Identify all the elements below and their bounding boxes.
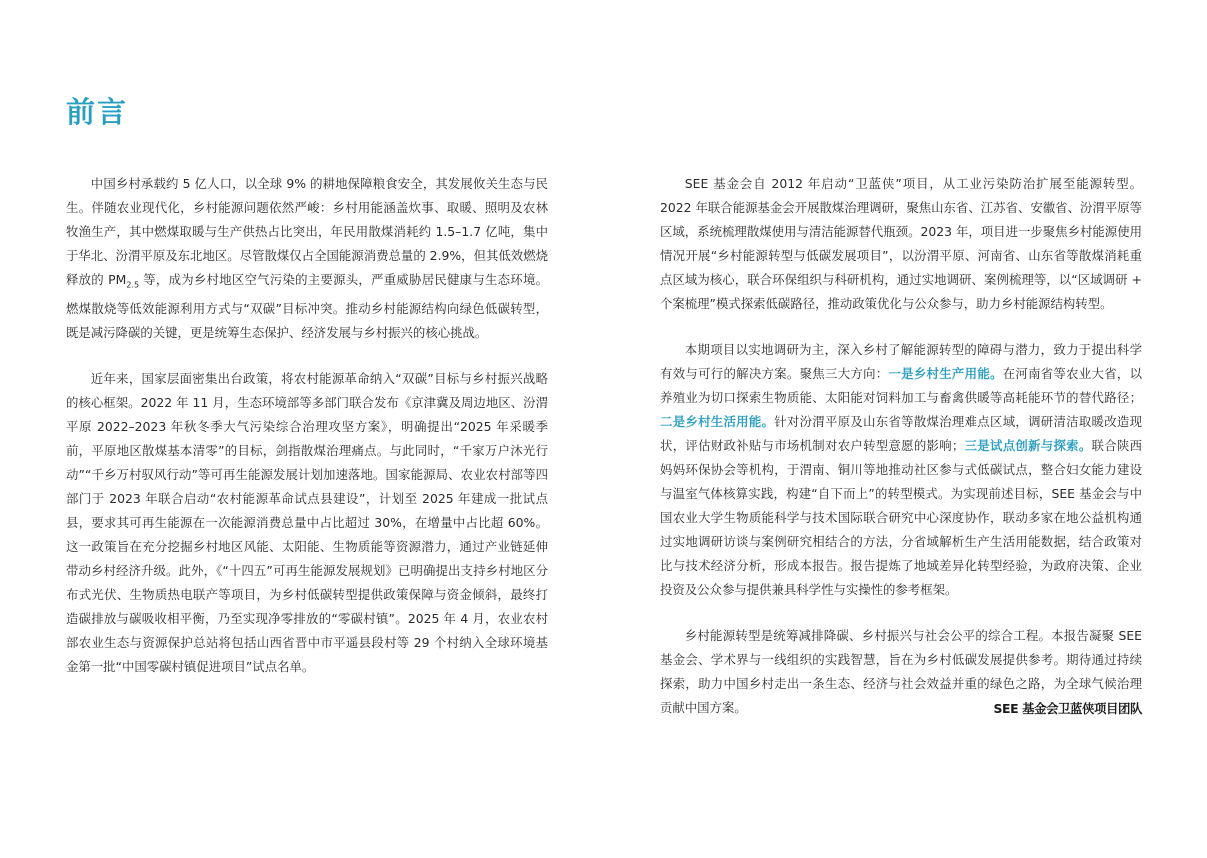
paragraph-text: 中国乡村承载约 5 亿人口，以全球 9% 的耕地保障粮食安全，其发展攸关生态与民生。伴随农业现代化，乡村能源问题依然严峻：乡村用能涵盖炊事、取暖、照明及农林牧渔生产，其中燃煤取暖与生产供热占比突出，年民用散煤消耗约 1.5–1.7 亿吨，集中于华北、汾渭平原及东北地区。尽管散煤仅占全国能源消费总量的 2.9%，但其低效燃烧释放的 PM [66,176,548,287]
paragraph-text: 在河南省等农业大省，以养殖业为切口探索生物质能、太阳能对饲料加工与畜禽供暖等高耗能环节的替代路径； [660,366,1143,405]
intro-paragraph-3: SEE 基金会自 2012 年启动“卫蓝侠”项目，从工业污染防治扩展至能源转型。2022 年联合能源基金会开展散煤治理调研，聚焦山东省、江苏省、安徽省、汾渭平原等区域，系统梳理散煤使用与清洁能源替代瓶颈。2023 年，项目进一步聚焦乡村能源使用情况开展“乡村能源转型与低碳发展项目”，以汾渭平原、河南省、山东省等散煤消耗重点区域为核心，联合环保组织与科研机构，通过实地调研、案例梳理等，以“区域调研 + 个案梳理”模式探索低碳路径，推动政策优化与公众参与，助力乡村能源结构转型。 [660,176,1142,311]
focus-highlight-living: 二是乡村生活用能。 [660,414,775,429]
intro-paragraph-4 [660,338,1142,602]
paragraph-text: 本期项目以实地调研为主，深入乡村了解能源转型的障碍与潜力，致力于提出科学有效与可行的解决方案。聚焦三大方向： [660,342,1142,381]
page-title: 前言 [66,95,129,129]
focus-highlight-pilot: 三是试点创新与探索。 [964,438,1092,453]
right-column [660,172,1142,742]
focus-highlight-production: 一是乡村生产用能。 [888,366,1003,381]
paragraph-text: 等，成为乡村地区空气污染的主要源头，严重威胁居民健康与生态环境。燃煤散烧等低效能源利用方式与“双碳”目标冲突。推动乡村能源结构向绿色低碳转型，既是减污降碳的关键，更是统筹生态保护、经济发展与乡村振兴的核心挑战。 [66,272,548,341]
paragraph-text: 联合陕西妈妈环保协会等机构，于渭南、铜川等地推动社区参与式低碳试点，整合妇女能力建设与温室气体核算实践，构建“自下而上”的转型模式。为实现前述目标，SEE 基金会与中国农业大学生物质能科学与技术国际联合研究中心深度协作，联动多家在地公益机构通过实地调研访谈与案例研究相结合的方法，分省域解析生产生活用能数据，结合政策对比与技术经济分析，形成本报告。报告提炼了地域差异化转型经验，为政府决策、企业投资及公众参与提供兼具科学性与实操性的参考框架。 [660,438,1143,597]
signature: SEE 基金会卫蓝侠项目团队 [993,701,1142,716]
intro-paragraph-2: 近年来，国家层面密集出台政策，将农村能源革命纳入“双碳”目标与乡村振兴战略的核心框架。2022 年 11 月，生态环境部等多部门联合发布《京津冀及周边地区、汾渭平原 2022–2023 年秋冬季大气污染综合治理攻坚方案》，明确提出“2025 年采暖季前，平原地区散煤基本清零”的目标，剑指散煤治理痛点。与此同时，“千家万户沐光行动”“千乡万村驭风行动”等可再生能源发展计划加速落地。国家能源局、农业农村部等四部门于 2023 年联合启动“农村能源革命试点县建设”，计划至 2025 年建成一批试点县，要求其可再生能源在一次能源消费总量中占比超过 30%，在增量中占比超 60%。这一政策旨在充分挖掘乡村地区风能、太阳能、生物质能等资源潜力，通过产业链延伸带动乡村经济升级。此外，《“十四五”可再生能源发展规划》已明确提出支持乡村地区分布式光伏、生物质热电联产等项目，为乡村低碳转型提供政策保障与资金倾斜，最终打造碳排放与碳吸收相平衡，乃至实现净零排放的“零碳村镇”。2025 年 4 月，农业农村部农业生态与资源保护总站将包括山西省晋中市平遥县段村等 29 个村纳入全球环境基金第一批“中国零碳村镇促进项目”试点名单。 [66,371,548,675]
left-column [66,172,548,701]
pm-subscript: 2.5 [126,280,140,290]
intro-paragraph-1 [66,172,548,345]
intro-paragraph-5: 乡村能源转型是统筹减排降碳、乡村振兴与社会公平的综合工程。本报告凝聚 SEE 基金会、学术界与一线组织的实践智慧，旨在为乡村低碳发展提供参考。期待通过持续探索，助力中国乡村走出一条生态、经济与社会效益并重的绿色之路，为全球气候治理贡献中国方案。 [660,628,1142,715]
paragraph-text: 针对汾渭平原及山东省等散煤治理难点区域，调研清洁取暖改造现状，评估财政补贴与市场机制对农户转型意愿的影响； [660,414,1143,453]
